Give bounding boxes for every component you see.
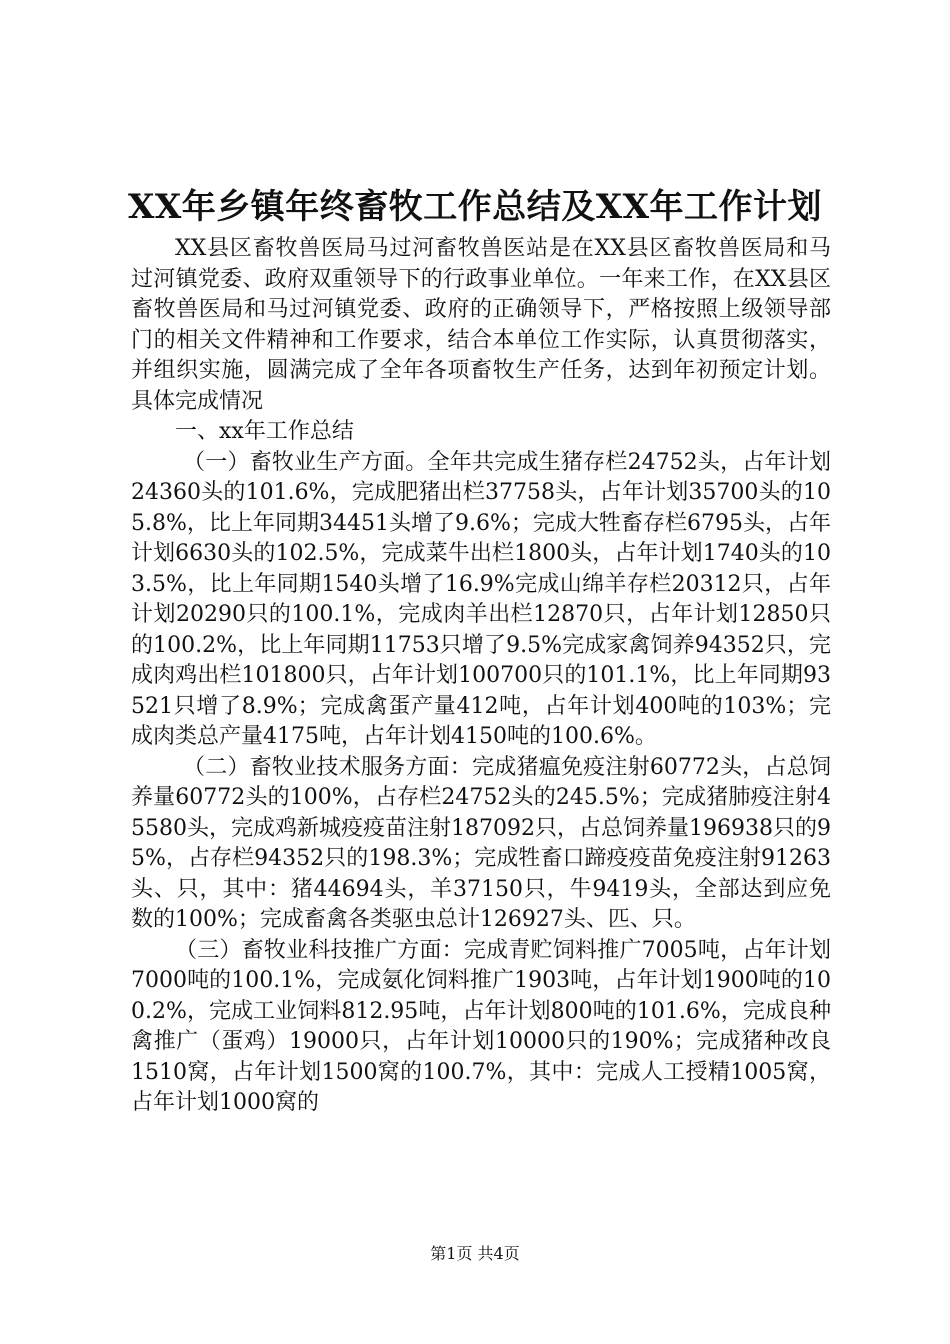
page-footer: 第1页 共4页 xyxy=(430,1244,520,1263)
tech-promotion-paragraph: （三）畜牧业科技推广方面：完成青贮饲料推广7005吨，占年计划7000吨的100.1%，完成氨化饲料推广1903吨，占年计划1900吨的100.2%，完成工业饲料812.95吨，占年计划800吨的101.6%，完成良种禽推广（蛋鸡）19000只，占年计划10000只的190%；完成猪种改良1510窝，占年计划1500窝的100.7%，其中：完成人工授精1005窝，占年计划1000窝的 xyxy=(131,937,831,1115)
technical-service-paragraph: （二）畜牧业技术服务方面：完成猪瘟免疫注射60772头，占总饲养量60772头的100%，占存栏24752头的245.5%；完成猪肺疫注射45580头，完成鸡新城疫疫苗注射187092只，占总饲养量196938只的95%，占存栏94352只的198.3%；完成牲畜口蹄疫疫苗免疫注射91263头、只，其中：猪44694头，羊37150只，牛9419头，全部达到应免数的100%；完成畜禽各类驱虫总计126927头、匹、只。 xyxy=(131,754,831,932)
production-paragraph: （一）畜牧业生产方面。全年共完成生猪存栏24752头，占年计划24360头的101.6%，完成肥猪出栏37758头，占年计划35700头的105.8%，比上年同期34451头增了9.6%；完成大牲畜存栏6795头，占年计划6630头的102.5%，完成菜牛出栏1800头，占年计划1740头的103.5%，比上年同期1540头增了16.9%完成山绵羊存栏20312只，占年计划20290只的100.1%，完成肉羊出栏12870只，占年计划12850只的100.2%，比上年同期11753只增了9.5%完成家禽饲养94352只，完成肉鸡出栏101800只，占年计划100700只的101.1%，比上年同期93521只增了8.9%；完成禽蛋产量412吨，占年计划400吨的103%；完成肉类总产量4175吨，占年计划4150吨的100.6%。 xyxy=(131,449,831,749)
section-heading: 一、xx年工作总结 xyxy=(175,419,354,444)
intro-paragraph: XX县区畜牧兽医局马过河畜牧兽医站是在XX县区畜牧兽医局和马过河镇党委、政府双重领导下的行政事业单位。一年来工作，在XX县区畜牧兽医局和马过河镇党委、政府的正确领导下，严格按照上级领导部门的相关文件精神和工作要求，结合本单位工作实际，认真贯彻落实，并组织实施，圆满完成了全年各项畜牧生产任务，达到年初预定计划。具体完成情况 xyxy=(131,236,831,414)
document-body xyxy=(131,234,831,1119)
document-title: XX年乡镇年终畜牧工作总结及XX年工作计划 xyxy=(127,187,823,227)
